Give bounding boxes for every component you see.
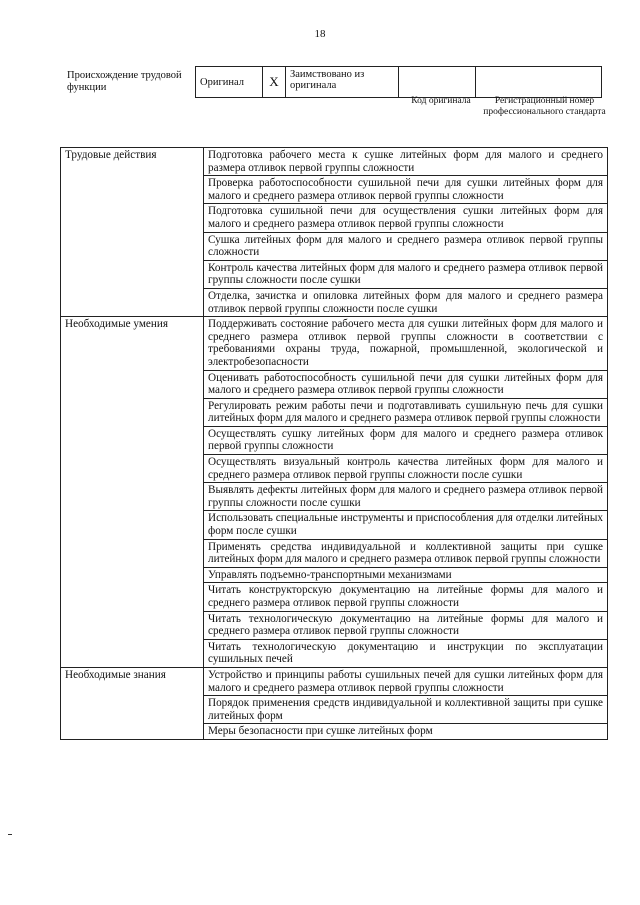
section-item: Управлять подъемно-транспортными механизмами [204, 567, 608, 583]
section-title: Необходимые умения [61, 317, 204, 668]
origin-table [195, 66, 602, 98]
registration-caption: Регистрационный номер профессионального стандарта [483, 96, 606, 117]
original-cell: Оригинал [196, 67, 263, 98]
origin-label: Происхождение трудовой функции [67, 70, 182, 93]
table-row [61, 667, 608, 695]
table-row [61, 317, 608, 370]
functions-table [60, 147, 608, 740]
section-item: Поддерживать состояние рабочего места для сушки литейных форм для малого и среднего размера отливок первой группы сложности в соответствии с требованиями охраны труда, пожарной, промышленной, экологической и электробезопасности [204, 317, 608, 370]
section-item: Порядок применения средств индивидуальной и коллективной защиты при сушке литейных форм [204, 696, 608, 724]
borrowed-cell: Заимствовано из оригинала [286, 67, 399, 98]
section-item: Подготовка сушильной печи для осуществления сушки литейных форм для малого и среднего размера отливок первой группы сложности [204, 204, 608, 232]
section-item: Проверка работоспособности сушильной печи для сушки литейных форм для малого и среднего размера отливок первой группы сложности [204, 176, 608, 204]
section-item: Подготовка рабочего места к сушке литейных форм для малого и среднего размера отливок первой группы сложности [204, 148, 608, 176]
section-item: Отделка, зачистка и опиловка литейных форм для малого и среднего размера отливок первой группы сложности после сушки [204, 288, 608, 316]
section-item: Читать технологическую документацию и инструкции по эксплуатации сушильных печей [204, 639, 608, 667]
code-cell [399, 67, 476, 98]
section-item: Читать технологическую документацию на литейные формы для малого и среднего размера отливок первой группы сложности [204, 611, 608, 639]
code-caption: Код оригинала [411, 96, 471, 106]
section-item: Сушка литейных форм для малого и среднего размера отливок первой группы сложности [204, 232, 608, 260]
original-mark: X [263, 67, 286, 98]
section-item: Использовать специальные инструменты и приспособления для отделки литейных форм после сушки [204, 511, 608, 539]
section-item: Устройство и принципы работы сушильных печей для сушки литейных форм для малого и среднего размера отливок первой группы сложности [204, 667, 608, 695]
section-item: Осуществлять визуальный контроль качества литейных форм для малого и среднего размера отливок первой группы сложности после сушки [204, 455, 608, 483]
section-item: Меры безопасности при сушке литейных форм [204, 724, 608, 740]
section-title: Необходимые знания [61, 667, 204, 739]
margin-mark [8, 834, 12, 835]
section-item: Регулировать режим работы печи и подготавливать сушильную печь для сушки литейных форм для малого и среднего размера отливок первой группы сложности [204, 398, 608, 426]
section-item: Выявлять дефекты литейных форм для малого и среднего размера отливок первой группы сложности после сушки [204, 483, 608, 511]
page-number: 18 [314, 28, 326, 40]
registration-cell [476, 67, 602, 98]
table-row [61, 148, 608, 176]
section-item: Контроль качества литейных форм для малого и среднего размера отливок первой группы сложности после сушки [204, 260, 608, 288]
section-item: Оценивать работоспособность сушильной печи для сушки литейных форм для малого и среднего размера отливок первой группы сложности [204, 370, 608, 398]
section-item: Осуществлять сушку литейных форм для малого и среднего размера отливок первой группы сложности [204, 426, 608, 454]
section-item: Читать конструкторскую документацию на литейные формы для малого и среднего размера отливок первой группы сложности [204, 583, 608, 611]
section-title: Трудовые действия [61, 148, 204, 317]
section-item: Применять средства индивидуальной и коллективной защиты при сушке литейных форм для малого и среднего размера отливок первой группы сложности [204, 539, 608, 567]
